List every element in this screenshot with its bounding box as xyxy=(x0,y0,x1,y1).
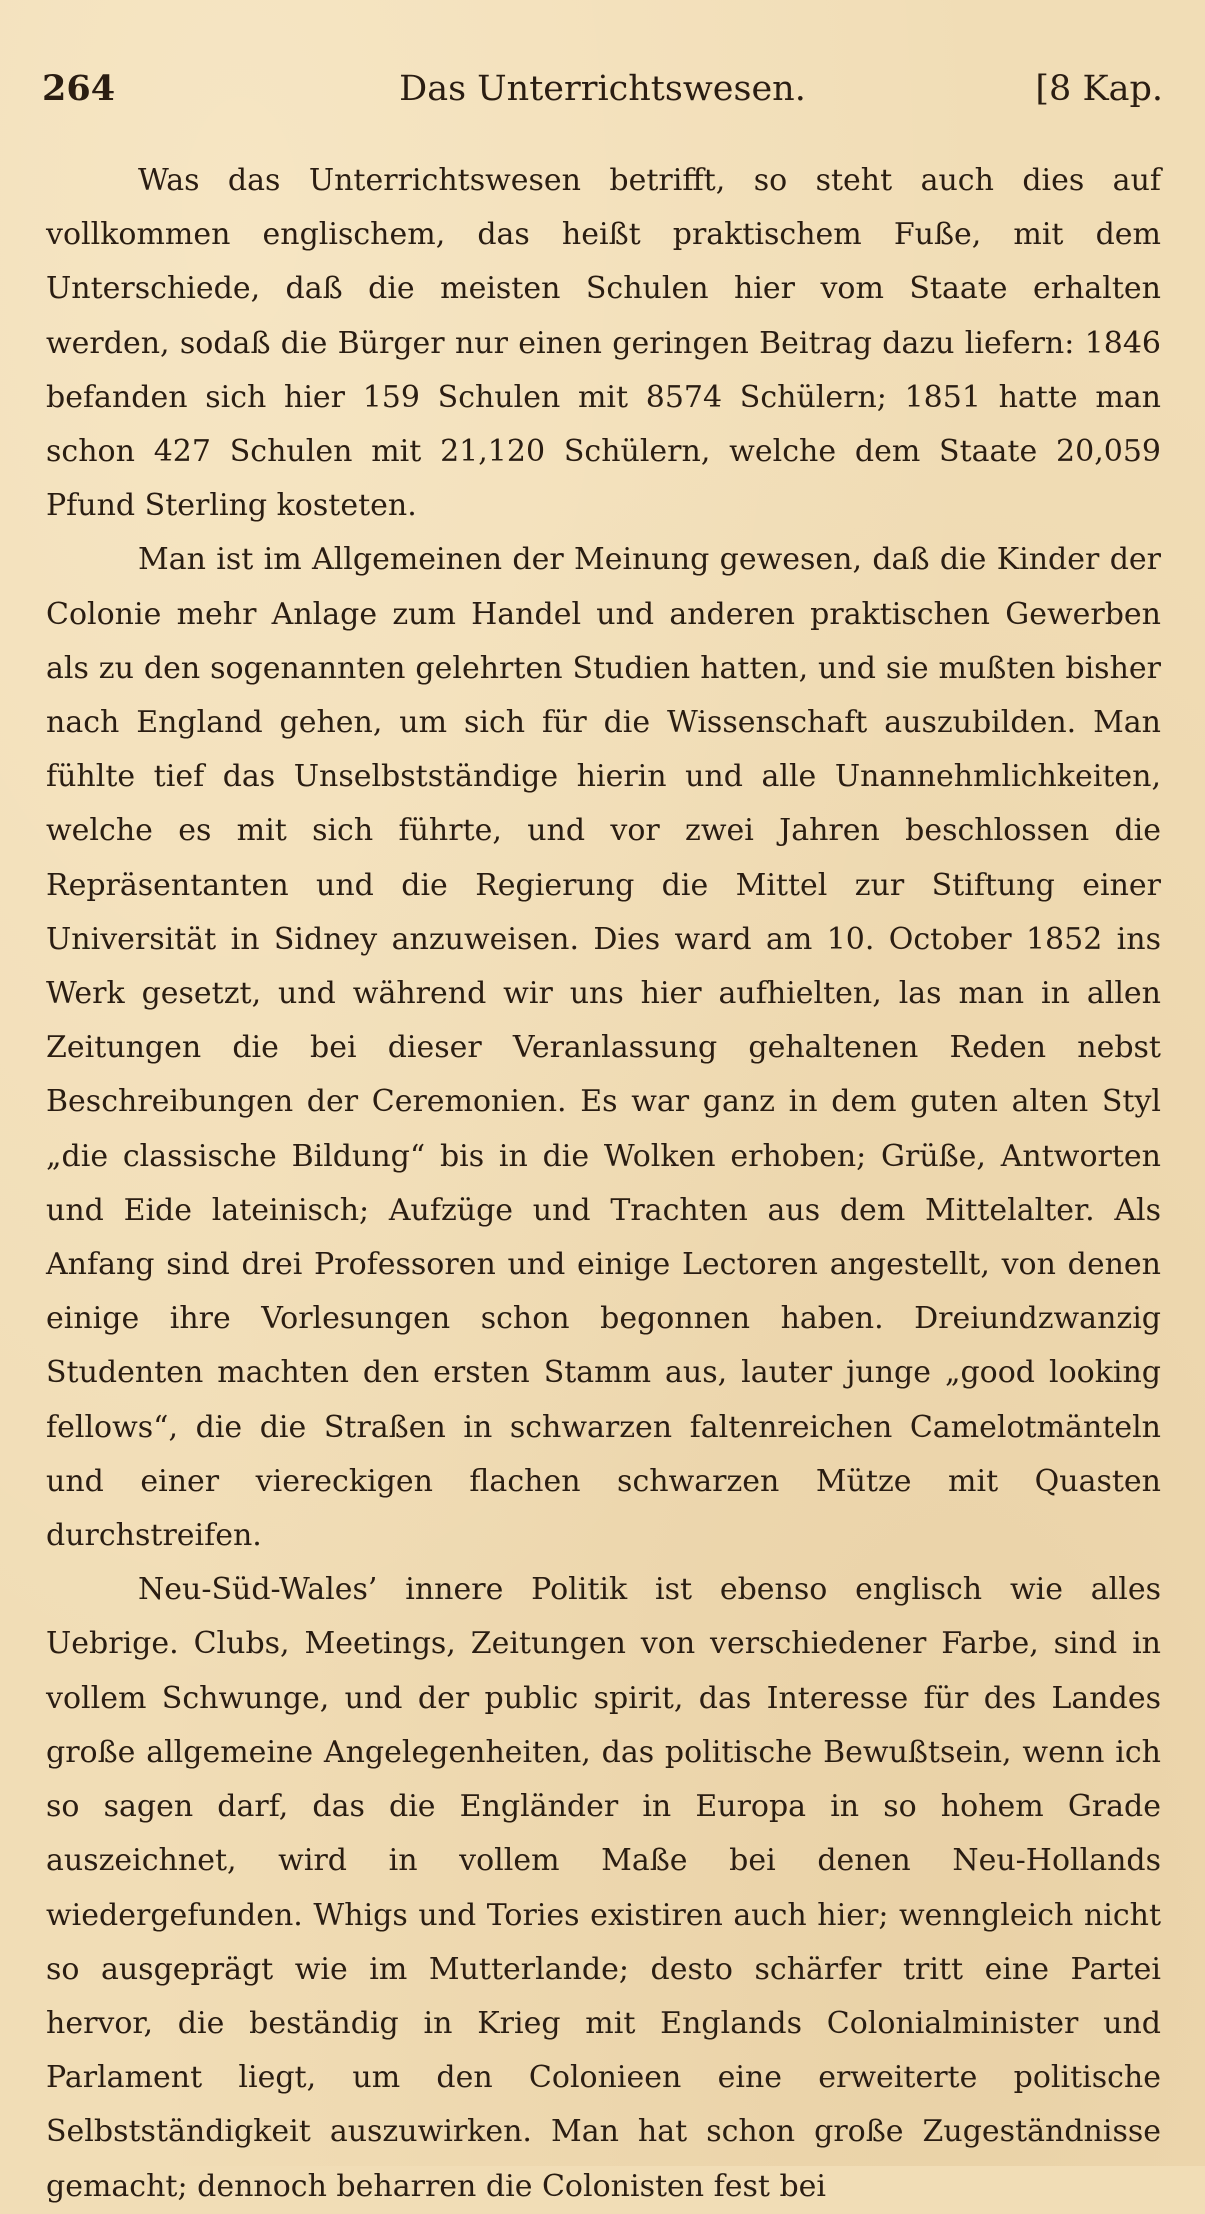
paragraph-university: Man ist im Allgemeinen der Meinung gewesen, daß die Kinder der Colonie mehr Anlage zum Handel und anderen praktischen Gewerben als zu den sogenannten gelehrten Studien hatten, und sie mußten bisher nach England gehen, um sich für die Wissenschaft auszubilden. Man fühlte tief das Unselbstständige hierin und alle Unannehmlichkeiten, welche es mit sich führte, und vor zwei Jahren beschlossen die Repräsentanten und die Regierung die Mittel zur Stiftung einer Universität in Sidney anzuweisen. Dies ward am 10. October 1852 ins Werk gesetzt, und während wir uns hier aufhielten, las man in allen Zeitungen die bei dieser Veranlassung gehaltenen Reden nebst Beschreibungen der Ceremonien. Es war ganz in dem guten alten Styl „die classische Bildung“ bis in die Wolken erhoben; Grüße, Antworten und Eide lateinisch; Aufzüge und Trachten aus dem Mittelalter. Als Anfang sind drei Professoren und einige Lectoren angestellt, von denen einige ihre Vorlesungen schon begonnen haben. Dreiundzwanzig Studenten machten den ersten Stamm aus, lauter junge „good looking fellows“, die die Straßen in schwarzen faltenreichen Camelotmänteln und einer viereckigen flachen schwarzen Mütze mit Quasten durchstreifen. xyxy=(46,542,1161,1554)
paragraph-politics: Neu-Süd-Wales’ innere Politik ist ebenso englisch wie alles Uebrige. Clubs, Meetings, Zeitungen von verschiedener Farbe, sind in vollem Schwunge, und der public spirit, das Interesse für des Landes große allgemeine Angelegenheiten, das politische Bewußtsein, wenn ich so sagen darf, das die Engländer in Europa in so hohem Grade auszeichnet, wird in vollem Maße bei denen Neu-Hollands wiedergefunden. Whigs und Tories existiren auch hier; wenngleich nicht so ausgeprägt wie im Mutterlande; desto schärfer tritt eine Partei hervor, die beständig in Krieg mit Englands Colonialminister und Parlament liegt, um den Colonieen eine erweiterte politische Selbstständigkeit auszuwirken. Man hat schon große Zugeständnisse gemacht; dennoch beharren die Colonisten fest bei xyxy=(46,1572,1161,2204)
running-title: Das Unterrichtswesen. xyxy=(399,69,806,109)
body-text xyxy=(46,154,1161,2214)
paragraph-education: Was das Unterrichtswesen betrifft, so steht auch dies auf vollkommen englischem, das heißt praktischem Fuße, mit dem Unterschiede, daß die meisten Schulen hier vom Staate erhalten werden, sodaß die Bürger nur einen geringen Beitrag dazu liefern: 1846 befanden sich hier 159 Schulen mit 8574 Schülern; 1851 hatte man schon 427 Schulen mit 21,120 Schülern, welche dem Staate 20,059 Pfund Sterling kosteten. xyxy=(46,163,1161,524)
page-header xyxy=(42,64,1163,114)
chapter-reference: [8 Kap. xyxy=(1035,69,1163,109)
page-number: 264 xyxy=(42,68,116,109)
